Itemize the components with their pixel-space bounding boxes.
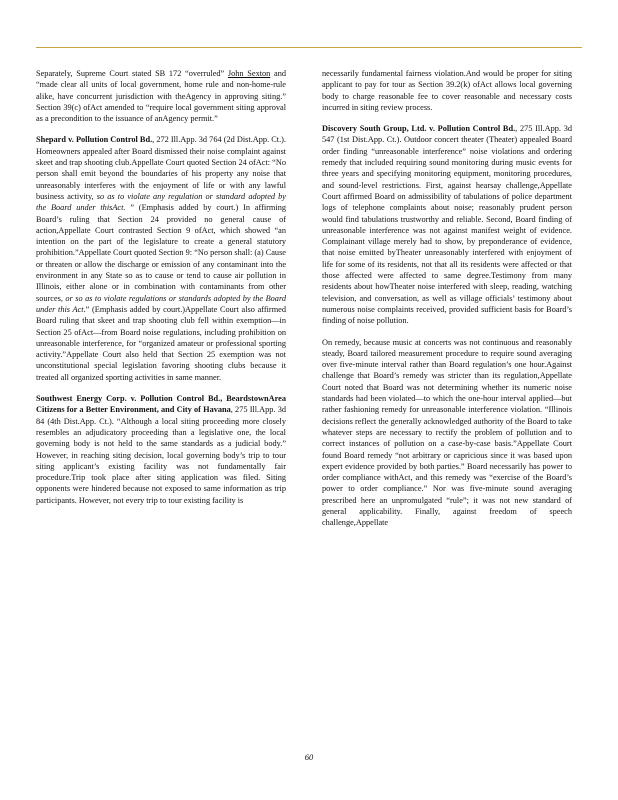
case-name: Southwest Energy Corp. v. Pollution Control Bd., BeardstownArea Citizens for a Better Environment, and City of Havana (36, 394, 286, 415)
paragraph-text: , 272 Ill.App. 3d 764 (2d Dist.App. Ct.). Homeowners appealed after Board dismissed their noise complaint against skeet and trap shooting club.Appellate Court quoted Section 24 ofAct: “No person shall emit beyond the boundaries of his property any noise that unreasonably interferes with the enjoyment of life or with any lawful business activity, (36, 135, 286, 201)
emphasis-text: so as to violate any regulation or standard adopted by the Board under thisAct. (36, 191, 286, 213)
paragraph-text: ” (Emphasis added by court.) In affirming Board’s ruling that Section 24 provided no general cause of action,Appellate Court contrasted Section 9 ofAct, which showed “an intention on the part of the legislature to create a general statutory prohibition.”Appellate Court quoted Section 9: “No person shall: (a) Cause or threaten or allow the discharge or emission of any contaminant into the environment in any State so as to cause or tend to cause air pollution in Illinois, either alone or in combination with contaminants from other sources, (36, 203, 286, 303)
left-column (36, 68, 286, 516)
header-rule (36, 47, 582, 48)
emphasis-text: or so as to violate regulations or standards adopted by the Board under this Act (36, 293, 287, 314)
paragraph-sb172 (36, 68, 286, 124)
paragraph-shepard (36, 134, 286, 383)
paragraph-text: necessarily fundamental fairness violation.And would be proper for siting applicant to pay for tour as Section 39.2(k) ofAct allows local governing body to charge reasonable fee to cover reasonable and necessary costs incurred in siting review process. (322, 69, 572, 112)
paragraph-continuation (322, 68, 572, 113)
case-name: Shepard v. Pollution Control Bd. (36, 135, 153, 145)
page-number: 60 (304, 752, 314, 762)
paragraph-text: , 275 Ill.App. 3d 547 (1st Dist.App. Ct.). Outdoor concert theater (Theater) appealed Board order finding “unreasonable interference” noise violations and ordering remedy that included requiring sound monitoring during music events for three years and specifying monitoring equipment, monitoring procedures, and sound-level restrictions. First, against hearsay challenge,Appellate Court affirmed Board on admissibility of tabulations of police department logs of telephone complaints about noise; reasonably prudent person would find tabulations trustworthy and reliable. Second, Board finding of unreasonable interference was not against manifest weight of evidence. Complainant village merely had to show, by preponderance of evidence, that noise emitted byTheater unreasonably interfered with enjoyment of life for some of its residents, not that all its residents were affected or that those affected were affected to same degree.Testimony from many residents about howTheater noise interfered with sleep, reading, watching television, and conversation, as well as village officials’ testimony about numerous noise complaints received, provided sufficient basis for Board’s finding of noise pollution. (322, 124, 572, 326)
paragraph-discovery-south (322, 123, 572, 326)
paragraph-text: On remedy, because music at concerts was not continuous and reasonably steady, Board tailored measurement procedure to require sound averaging over five-minute interval rather than Board regulation’s one hour.Against challenge that Board’s remedy was stricter than its regulation,Appellate Court noted that Board was not determining whether its numeric noise standards had been violated—to which the one-hour interval applied—but rather fashioning remedy for unreasonable interference violation. “Illinois decisions reflect the generally acknowledged authority of the Board to take whatever steps are necessary to rectify the problem of pollution and to correct instances of pollution on a case-by-case basis.”Appellate Court found Board remedy “not arbitrary or capricious since it was based upon expert evidence provided by both parties.” Board necessarily has power to order compliance withAct, and this remedy was “exercise of the Board’s power to order compliance.” Nor was five-minute sound averaging prescribed here an unpromulgated “rule”; it was not new standard of general applicability. Finally, against freedom of speech challenge,Appellate (322, 337, 572, 528)
paragraph-text: .” (Emphasis added by court.)Appellate Court also affirmed Board ruling that skeet and trap shooting club fell within exemption—in Section 25 ofAct—from Board noise regulations, including prohibition on unreasonable interference, for “organized amateur or professional sporting activity.”Appellate Court also held that Section 25 exemption was not unconstitutional special legislation favoring shooting clubs because it treated all organized sporting activities in same manner. (36, 304, 286, 382)
paragraph-southwest-energy (36, 393, 286, 506)
paragraph-remedy (322, 337, 572, 529)
right-column (322, 68, 572, 539)
paragraph-text: and “made clear all units of local government, home rule and non-home-rule alike, have concurrent jurisdiction with theAgency in approving siting.” Section 39(c) ofAct amended to “require local government siting approval as a precondition to the issuance of anAgency permit.” (36, 69, 287, 124)
paragraph-text: Separately, Supreme Court stated SB 172 “overruled” (36, 69, 228, 78)
case-name: Discovery South Group, Ltd. v. Pollution Control Bd. (322, 124, 516, 134)
case-name: John Sexton (227, 69, 271, 78)
paragraph-text: , 275 Ill.App. 3d 84 (4th Dist.App. Ct.). “Although a local siting proceeding more closely resembles an adjudicatory proceeding than a legislative one, the local governing body is not held to the same standards as a judicial body.” However, in reaching siting decision, local governing body’s trip to tour siting applicant’s existing facility was not fundamentally fair procedure.Trip took place after siting application was filed. Siting opponents were hindered because not exposed to same information as trip participants. However, not every trip to tour existing facility is (36, 405, 286, 505)
